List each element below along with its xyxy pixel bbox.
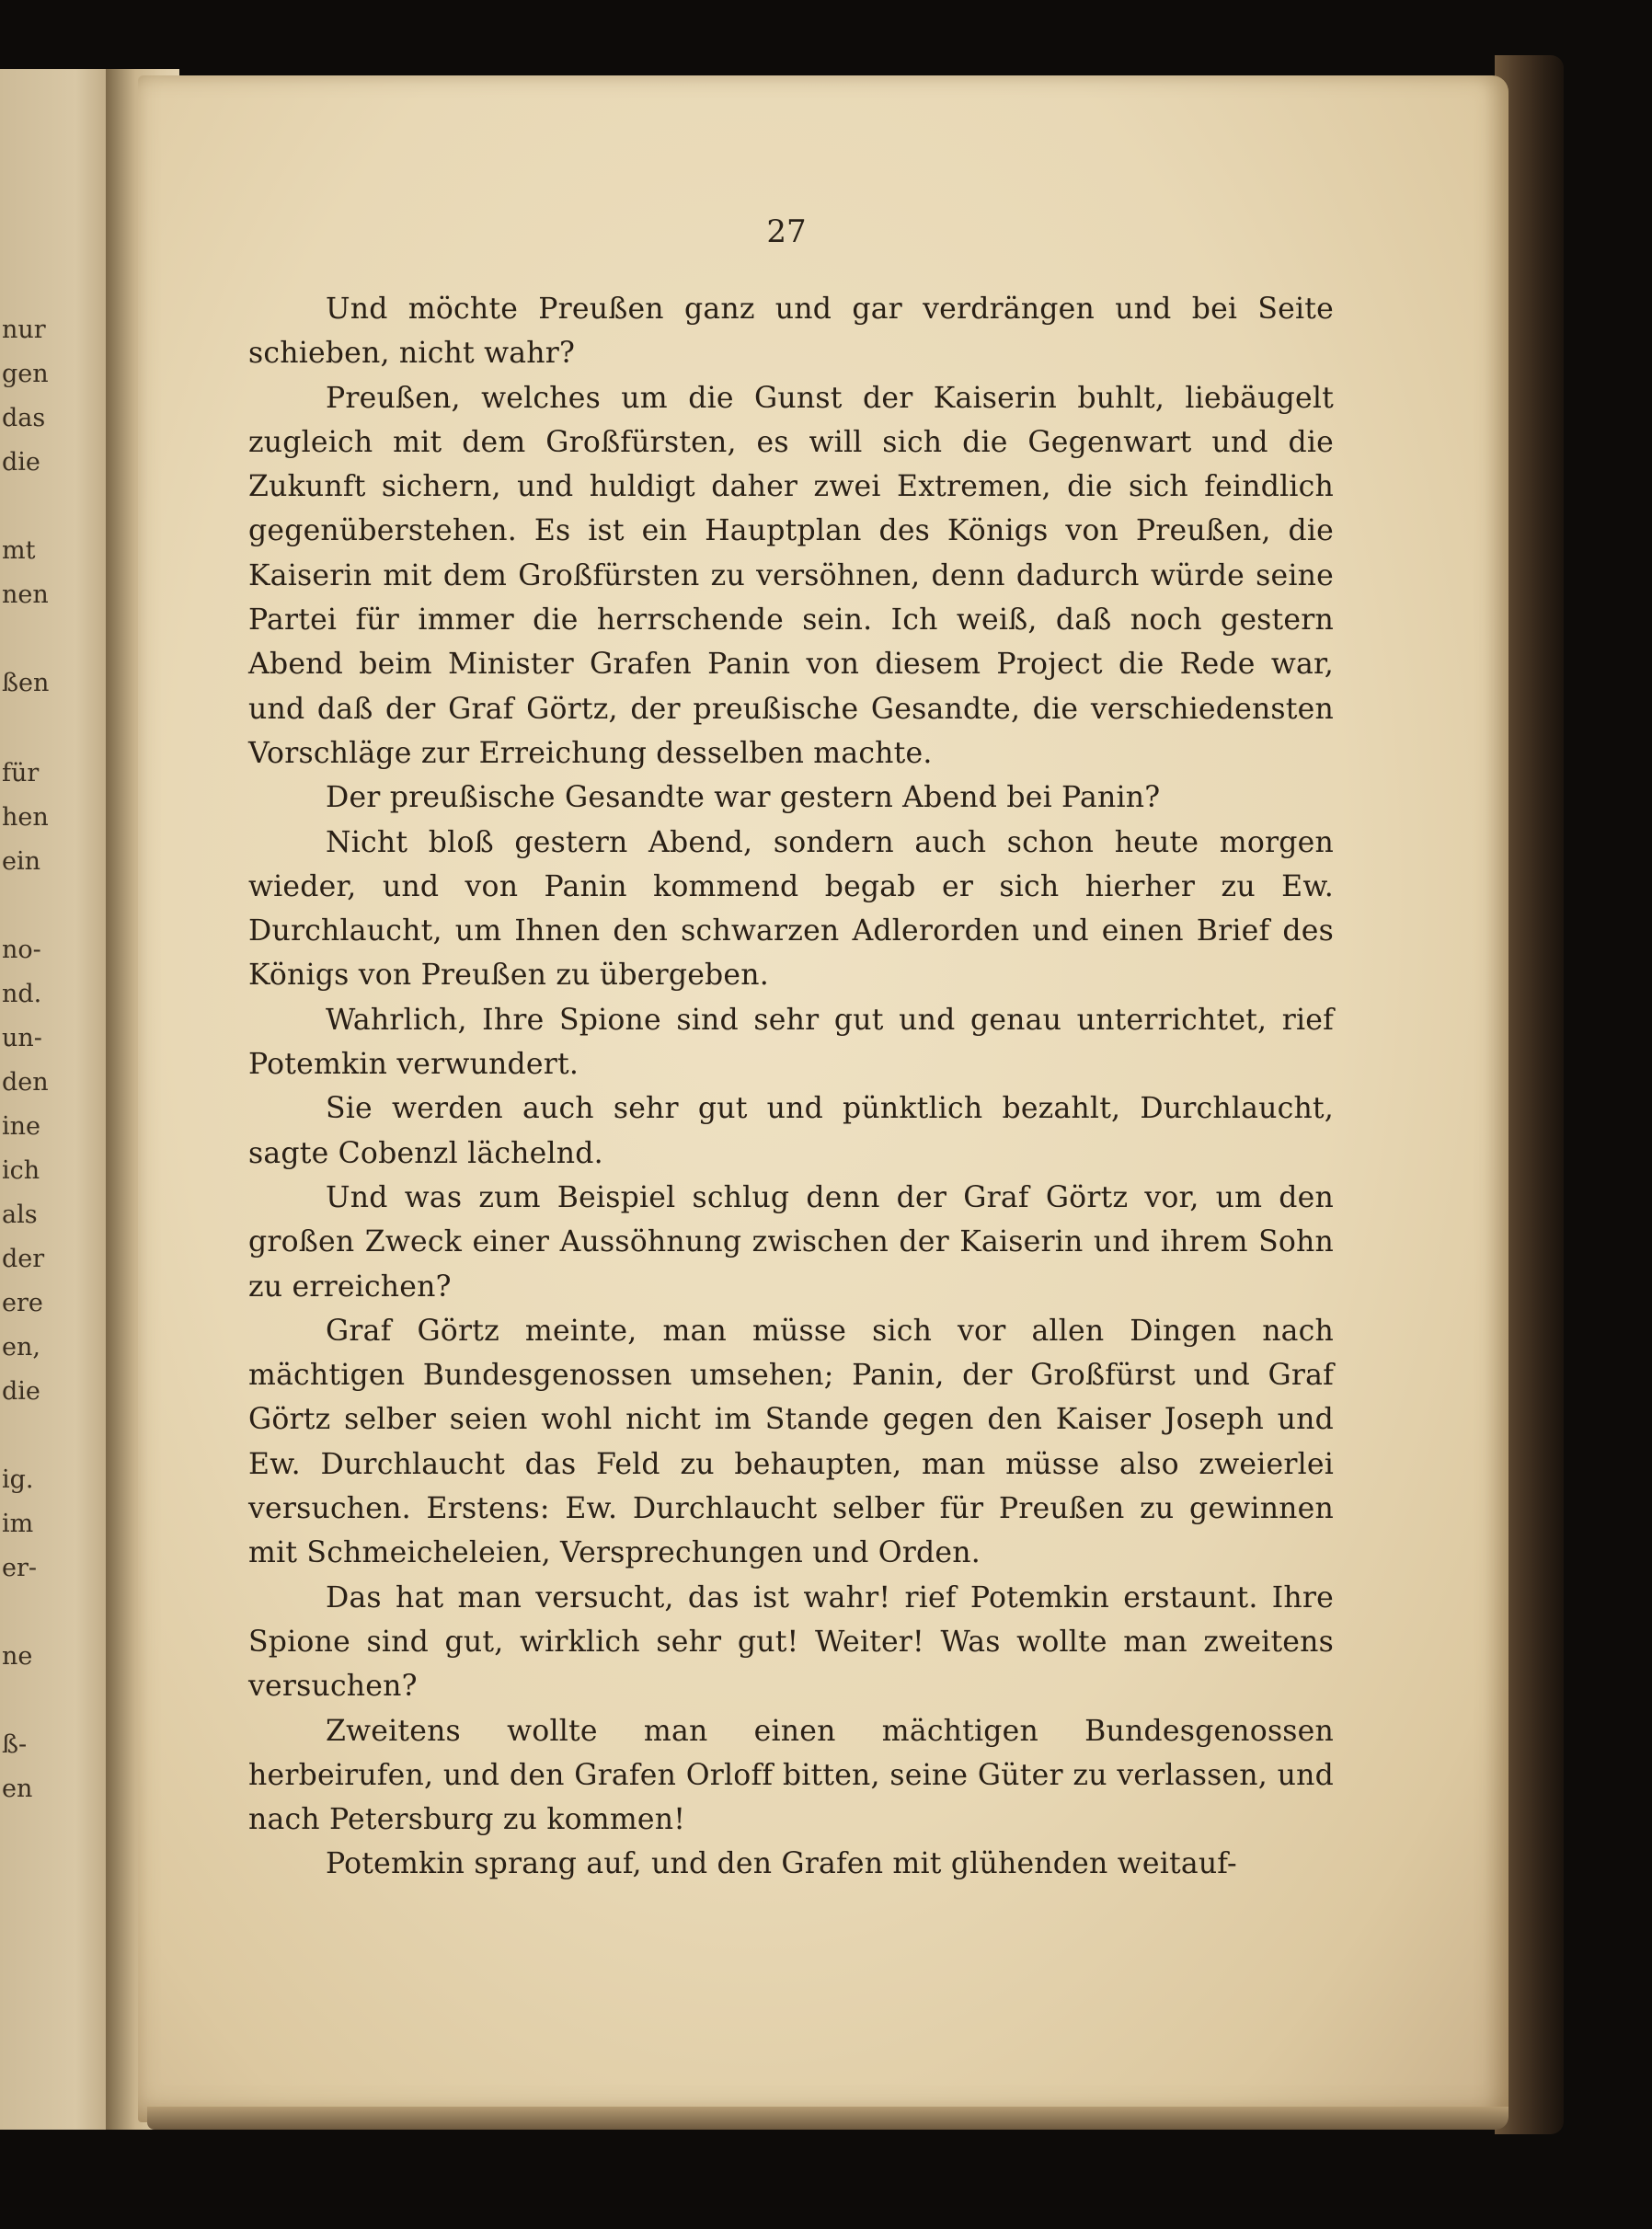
left-fragment: en	[2, 1775, 33, 1803]
paragraph: Sie werden auch sehr gut und pünktlich bezahlt, Durchlaucht, sagte Cobenzl lächelnd.	[248, 1092, 1334, 1170]
left-fragment: für	[2, 759, 40, 787]
paragraph: Nicht bloß gestern Abend, sondern auch schon heute morgen wieder, und von Panin kommend begab er sich hierher zu Ew. Durchlaucht, um Ihnen den schwarzen Adlerorden und einen Brief des Königs von Preußen zu übergeben.	[248, 825, 1334, 993]
left-fragment: er-	[2, 1554, 38, 1582]
left-fragment: ß-	[2, 1730, 28, 1759]
left-fragment: no-	[2, 936, 41, 964]
paragraph: Und möchte Preußen ganz und gar verdrängen und bei Seite schieben, nicht wahr?	[248, 293, 1334, 371]
left-fragment: ere	[2, 1289, 43, 1317]
paragraph: Zweitens wollte man einen mächtigen Bundesgenossen herbeirufen, und den Grafen Orloff bitten, seine Güter zu verlassen, und nach Petersburg zu kommen!	[248, 1714, 1334, 1837]
paragraph: Der preußische Gesandte war gestern Abend bei Panin?	[326, 781, 1161, 815]
page-bottom-edge	[147, 2107, 1509, 2130]
left-fragment: im	[2, 1510, 34, 1538]
paragraph: Preußen, welches um die Gunst der Kaiserin buhlt, liebäugelt zugleich mit dem Großfürsten, es will sich die Gegenwart und die Zukunft sichern, und huldigt daher zwei Extremen, die sich feindlich gegenüberstehen. Es ist ein Hauptplan des Königs von Preußen, die Kaiserin mit dem Großfürsten zu versöhnen, denn dadurch würde seine Partei für immer die herrschende sein. Ich weiß, daß noch gestern Abend beim Minister Grafen Panin von diesem Project die Rede war, und daß der Graf Görtz, der preußische Gesandte, die verschiedensten Vorschläge zur Erreichung desselben machte.	[248, 381, 1334, 770]
paragraph: Graf Görtz meinte, man müsse sich vor allen Dingen nach mächtigen Bundesgenossen umsehen; Panin, der Großfürst und Graf Görtz selber seien wohl nicht im Stande gegen den Kaiser Joseph und Ew. Durchlaucht das Feld zu behaupten, man müsse also zweierlei versuchen. Erstens: Ew. Durchlaucht selber für Preußen zu gewinnen mit Schmeicheleien, Versprechungen und Orden.	[248, 1314, 1334, 1570]
paragraph: Und was zum Beispiel schlug denn der Graf Görtz vor, um den großen Zweck einer Aussöhnung zwischen der Kaiserin und ihrem Sohn zu erreichen?	[248, 1180, 1334, 1304]
left-fragment: ig.	[2, 1465, 34, 1494]
left-page-text-fragments	[0, 69, 55, 2130]
left-fragment: das	[2, 404, 46, 432]
left-fragment: nen	[2, 580, 49, 609]
paragraph: Potemkin sprang auf, und den Grafen mit glühenden weitauf-	[326, 1847, 1237, 1881]
page-body-text	[248, 287, 1334, 1887]
left-fragment: nd.	[2, 980, 42, 1008]
paragraph: Das hat man versucht, das ist wahr! rief Potemkin erstaunt. Ihre Spione sind gut, wirklich sehr gut! Weiter! Was wollte man zweitens versuchen?	[248, 1580, 1334, 1704]
left-fragment: ich	[2, 1156, 40, 1185]
left-fragment: ßen	[2, 669, 50, 697]
left-fragment: nur	[2, 316, 46, 344]
left-fragment: die	[2, 448, 40, 477]
left-fragment: ne	[2, 1642, 33, 1671]
left-fragment: ine	[2, 1112, 41, 1141]
page-number: 27	[766, 213, 807, 250]
left-fragment: der	[2, 1245, 45, 1273]
left-fragment: den	[2, 1068, 49, 1097]
left-fragment: en,	[2, 1333, 40, 1362]
left-fragment: mt	[2, 536, 36, 565]
left-fragment: gen	[2, 360, 49, 388]
left-fragment: die	[2, 1377, 40, 1406]
paragraph: Wahrlich, Ihre Spione sind sehr gut und genau unterrichtet, rief Potemkin verwundert.	[248, 1003, 1334, 1082]
left-fragment: un-	[2, 1024, 42, 1052]
left-fragment: ein	[2, 847, 41, 876]
left-fragment: als	[2, 1201, 38, 1229]
left-fragment: hen	[2, 803, 49, 832]
